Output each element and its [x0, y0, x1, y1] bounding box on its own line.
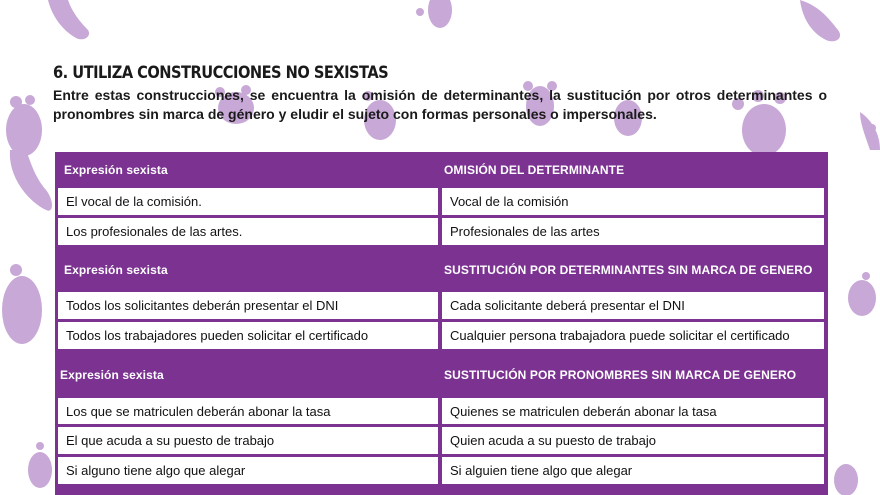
alternative-cell: Cada solicitante deberá presentar el DNI [442, 292, 824, 319]
sexist-cell: Los que se matriculen deberán abonar la tasa [58, 398, 438, 424]
alternative-cell: Profesionales de las artes [442, 218, 824, 245]
intro-paragraph: Entre estas construcciones, se encuentra la omisión de determinantes, la sustitución por otros determinantes o pronombres sin marca de género y eludir el sujeto con formas personales o impersonales. [53, 87, 827, 122]
sexist-cell: El vocal de la comisión. [58, 188, 438, 215]
header-alternative: SUSTITUCIÓN POR DETERMINANTES SIN MARCA DE GENERO [444, 263, 813, 277]
header-alternative: OMISIÓN DEL DETERMINANTE [444, 163, 625, 177]
alternative-cell: Quien acuda a su puesto de trabajo [442, 427, 824, 454]
comparison-table [55, 152, 828, 495]
alternative-cell: Quienes se matriculen deberán abonar la tasa [442, 398, 824, 424]
table-row [55, 322, 828, 349]
table-header-row [55, 248, 828, 292]
table-row [55, 292, 828, 319]
sexist-cell: Los profesionales de las artes. [58, 218, 438, 245]
alternative-cell: Vocal de la comisión [442, 188, 824, 215]
sexist-cell: Si alguno tiene algo que alegar [58, 457, 438, 484]
header-sexist-expression: Expresión sexista [60, 368, 164, 382]
alternative-cell: Si alguien tiene algo que alegar [442, 457, 824, 484]
header-sexist-expression: Expresión sexista [64, 163, 168, 177]
table-row [55, 398, 828, 424]
sexist-cell: Todos los trabajadores pueden solicitar el certificado [58, 322, 438, 349]
table-row [55, 218, 828, 245]
section-heading: 6. UTILIZA CONSTRUCCIONES NO SEXISTAS [53, 63, 389, 83]
table-header-row [55, 152, 828, 188]
table-row [55, 188, 828, 215]
sexist-cell: El que acuda a su puesto de trabajo [58, 427, 438, 454]
table-row [55, 457, 828, 484]
table-row [55, 427, 828, 454]
table-header-row [55, 352, 828, 398]
header-sexist-expression: Expresión sexista [64, 263, 168, 277]
header-alternative: SUSTITUCIÓN POR PRONOMBRES SIN MARCA DE GENERO [444, 368, 797, 382]
sexist-cell: Todos los solicitantes deberán presentar el DNI [58, 292, 438, 319]
alternative-cell: Cualquier persona trabajadora puede solicitar el certificado [442, 322, 824, 349]
